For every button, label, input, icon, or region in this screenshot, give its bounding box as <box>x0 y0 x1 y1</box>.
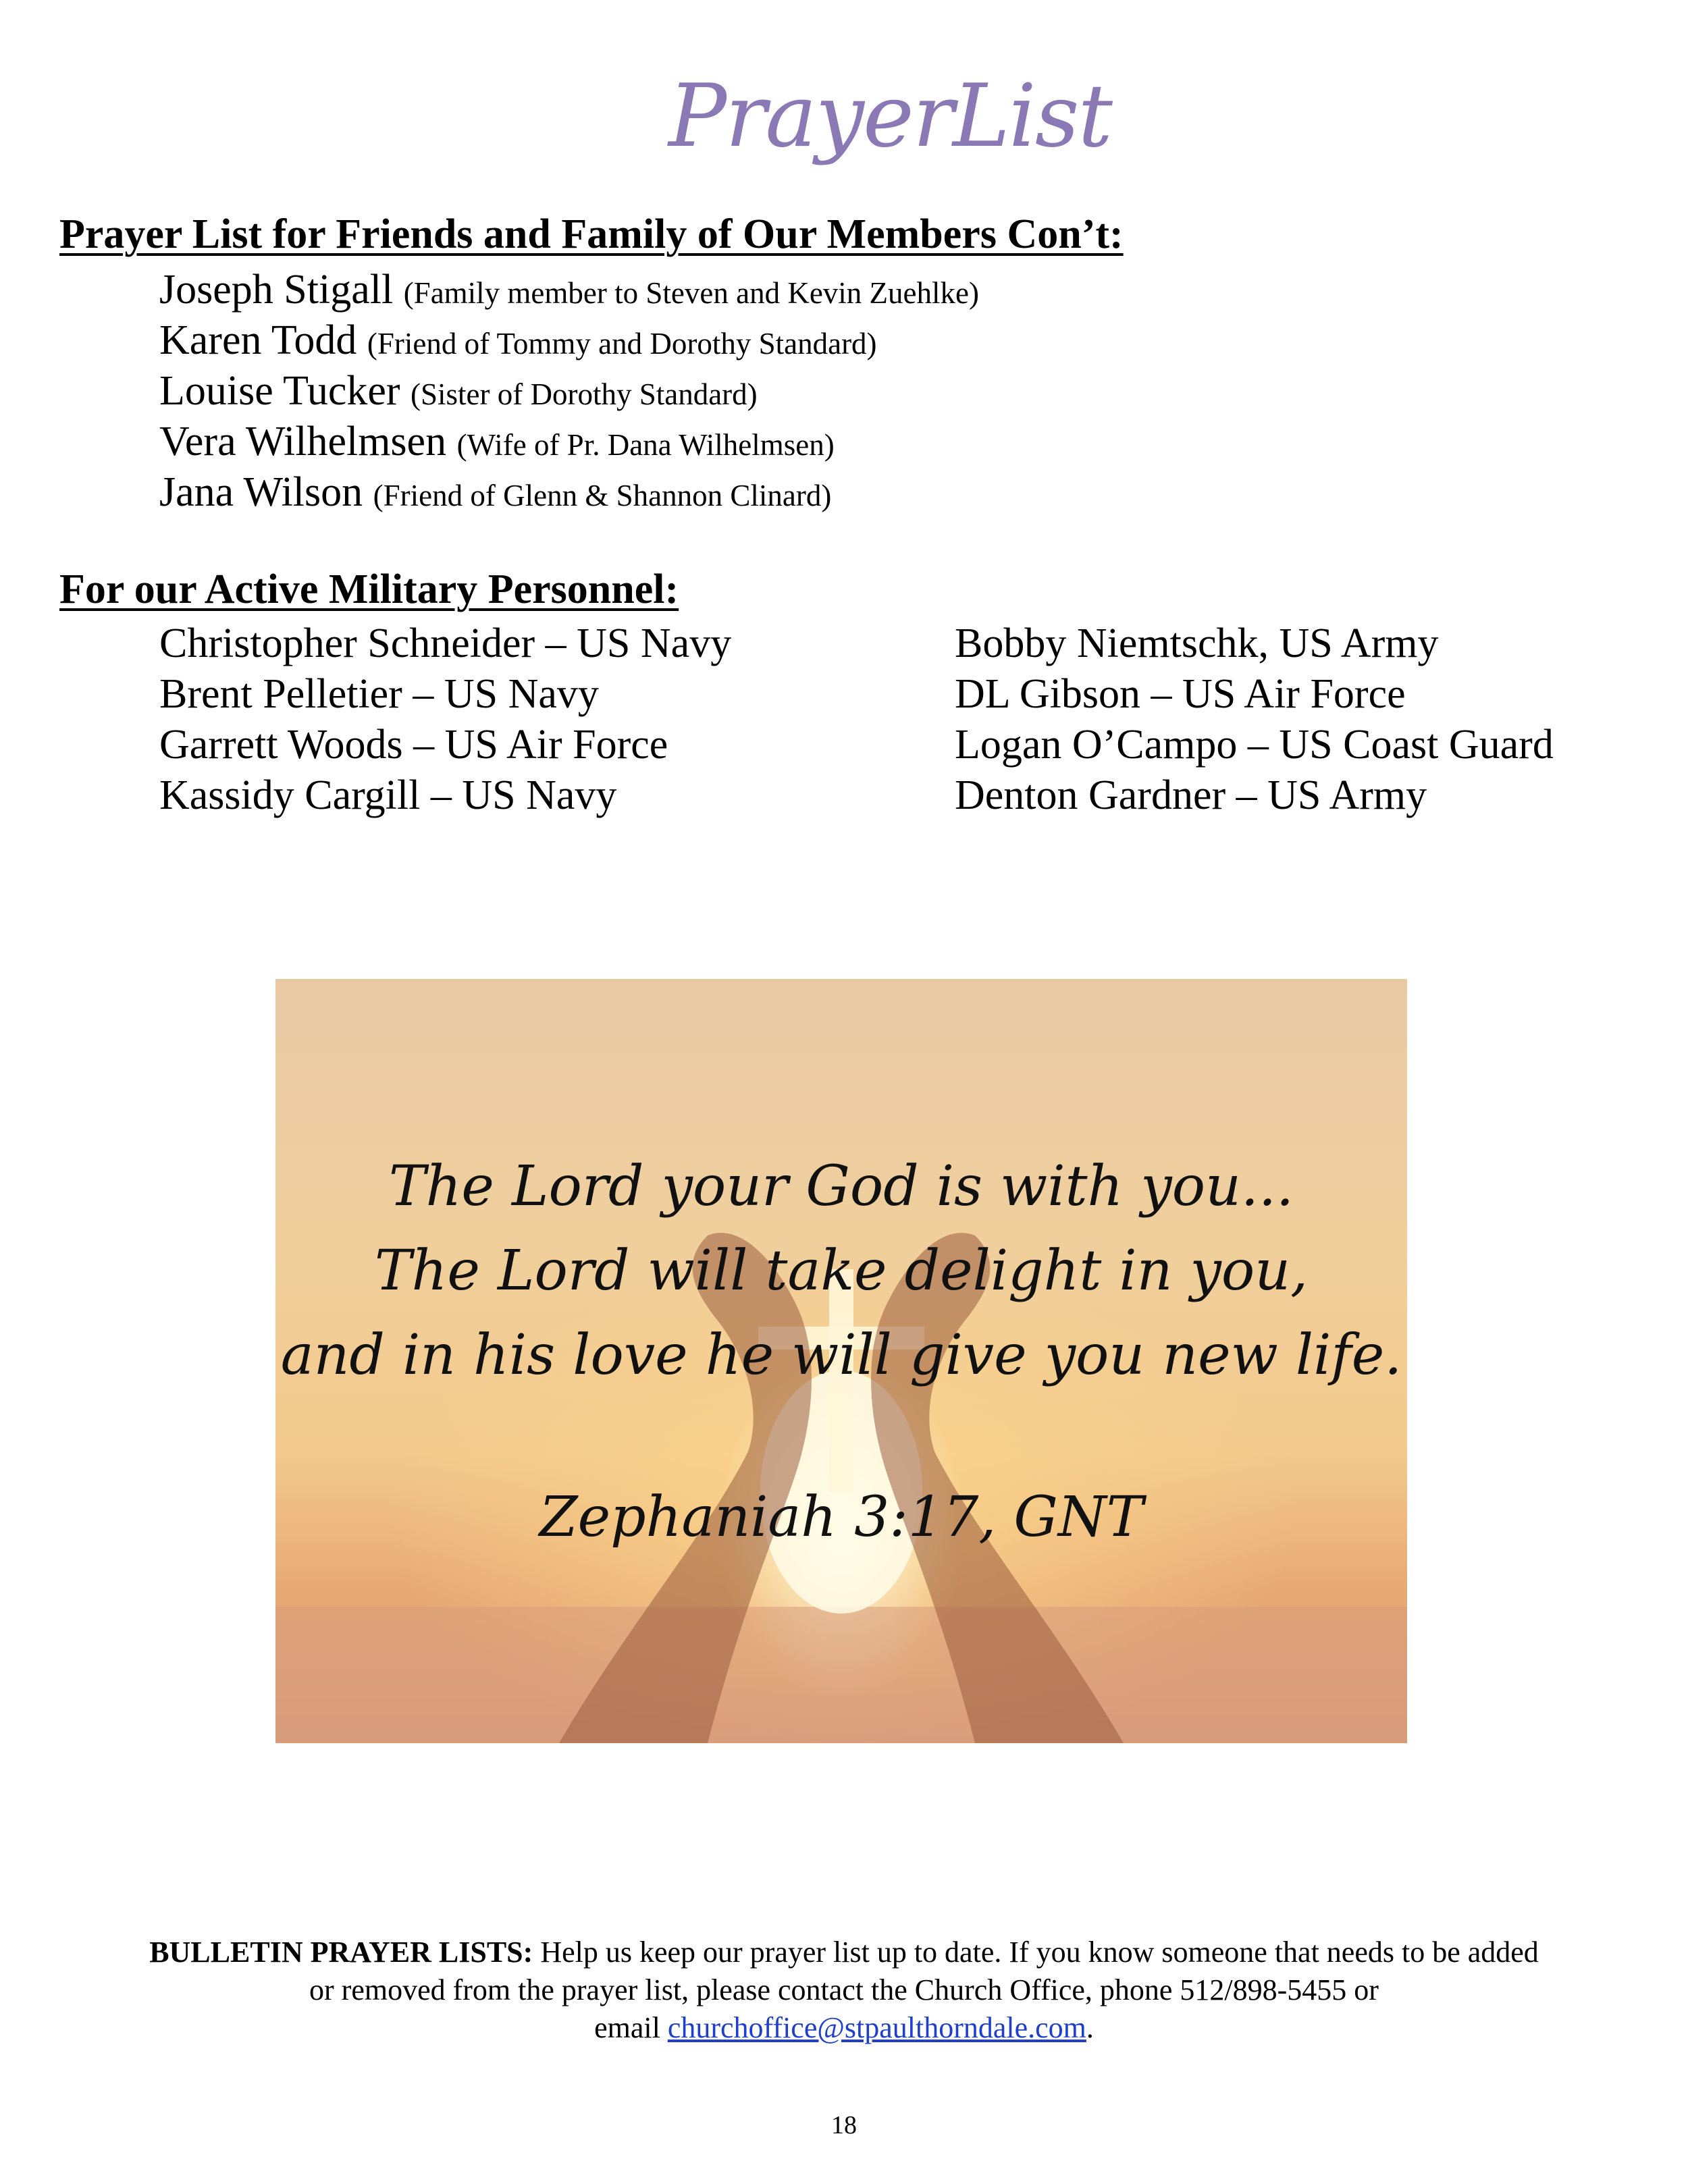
prayer-entry <box>159 269 979 311</box>
entry-note: (Wife of Pr. Dana Wilhelmsen) <box>456 428 835 462</box>
verse-line: and in his love he will give you new life. <box>280 1323 1402 1387</box>
entry-note: (Sister of Dorothy Standard) <box>411 377 758 411</box>
prayer-list-logo <box>668 59 1111 194</box>
entry-name: Louise Tucker <box>159 368 400 414</box>
prayer-entry <box>159 471 831 513</box>
footer-label: BULLETIN PRAYER LISTS: <box>149 1936 533 1969</box>
footer-period: . <box>1086 2011 1094 2044</box>
footer-line-1 <box>41 1934 1647 1971</box>
verse-reference: Zephaniah 3:17, GNT <box>539 1485 1144 1549</box>
entry-name: Jana Wilson <box>159 469 363 515</box>
verse-line: The Lord your God is with you... <box>388 1154 1294 1219</box>
entry-note: (Friend of Tommy and Dorothy Standard) <box>367 327 877 361</box>
footer-line-3 <box>41 2009 1647 2047</box>
footer-notice <box>41 1934 1647 2047</box>
logo-text: PrayerList <box>668 66 1111 167</box>
footer-line-2: or removed from the prayer list, please contact the Church Office, phone 512/898-5455 or <box>309 1973 1379 2006</box>
friends-family-heading: Prayer List for Friends and Family of Our Members Con’t: <box>59 211 1124 257</box>
entry-note: (Friend of Glenn & Shannon Clinard) <box>373 479 832 512</box>
military-entry: Brent Pelletier – US Navy <box>159 671 599 717</box>
military-entry: Kassidy Cargill – US Navy <box>159 772 617 818</box>
military-entry: Christopher Schneider – US Navy <box>159 620 732 666</box>
entry-note: (Family member to Steven and Kevin Zuehlke) <box>403 276 979 310</box>
military-entry: Garrett Woods – US Air Force <box>159 722 668 768</box>
verse-image <box>275 979 1407 1743</box>
entry-name: Karen Todd <box>159 317 357 363</box>
entry-name: Joseph Stigall <box>159 267 394 313</box>
verse-line: The Lord will take delight in you, <box>374 1239 1309 1303</box>
military-heading: For our Active Military Personnel: <box>59 566 679 612</box>
military-entry: Denton Gardner – US Army <box>955 772 1427 818</box>
military-entry: Bobby Niemtschk, US Army <box>955 620 1439 666</box>
prayer-entry <box>159 319 877 361</box>
church-office-email-link[interactable]: churchoffice@stpaulthorndale.com <box>667 2011 1086 2044</box>
prayer-entry <box>159 421 835 462</box>
entry-name: Vera Wilhelmsen <box>159 419 447 464</box>
military-entry: DL Gibson – US Air Force <box>955 671 1406 717</box>
page-number: 18 <box>831 2111 857 2139</box>
prayer-entry <box>159 370 758 412</box>
military-entry: Logan O’Campo – US Coast Guard <box>955 722 1554 768</box>
footer-email-prefix: email <box>594 2011 668 2044</box>
footer-text: Help us keep our prayer list up to date. If you know someone that needs to be added <box>533 1936 1539 1969</box>
